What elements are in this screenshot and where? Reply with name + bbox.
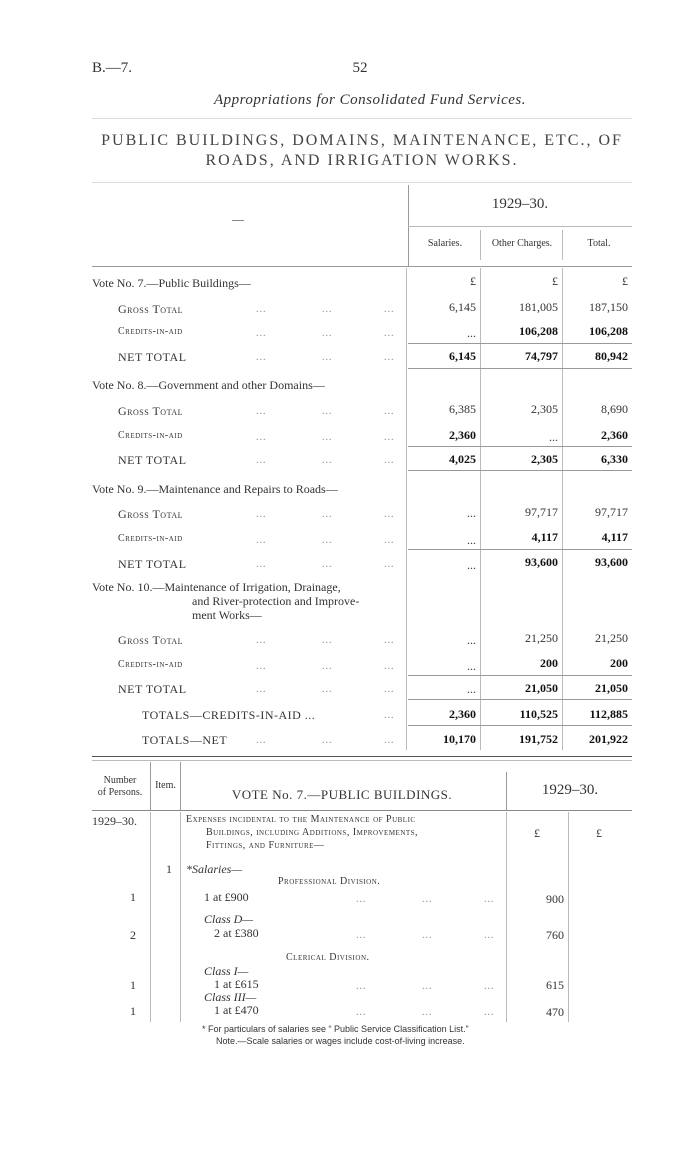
row-4-amount: 470	[546, 1005, 564, 1019]
leader-dots: ...	[384, 635, 395, 646]
row-4-text: 1 at £470	[214, 1003, 259, 1017]
vote-10-title-line-2: and River-protection and Improve-	[192, 594, 360, 608]
class-i-label: Class I—	[204, 964, 249, 978]
vote-7-title: Vote No. 7.—Public Buildings—	[92, 276, 251, 290]
class-iii-label: Class III—	[204, 990, 257, 1004]
leader-dots: ...	[256, 509, 267, 520]
empty-heading-dash: —	[232, 212, 244, 226]
leader-dots: ...	[384, 735, 395, 746]
vote-8-net-total: 6,330	[601, 452, 628, 466]
row-2-persons: 2	[130, 928, 136, 942]
row-4-persons: 1	[130, 1004, 136, 1018]
col-salaries: Salaries.	[427, 238, 463, 249]
professional-division: Professional Division.	[278, 876, 381, 887]
vote-7-credits-salaries: ...	[467, 326, 476, 340]
leader-dots: ...	[322, 328, 333, 339]
vote-9-net-salaries: ...	[467, 558, 476, 572]
leader-dots: ...	[256, 352, 267, 363]
totals-credits-other: 110,525	[519, 707, 558, 721]
leader-dots: ...	[384, 406, 395, 417]
vote-10-credits-other: 200	[540, 656, 558, 670]
leader-dots: ...	[322, 406, 333, 417]
leader-dots: ...	[322, 352, 333, 363]
leader-dots: ...	[384, 432, 395, 443]
leader-dots: ...	[256, 406, 267, 417]
leader-dots: ...	[384, 352, 395, 363]
document-reference: B.—7.	[92, 60, 133, 76]
leader-dots: ...	[322, 509, 333, 520]
leader-dots: ...	[384, 328, 395, 339]
expenses-line-3: Fittings, and Furniture—	[206, 840, 325, 851]
vote-9-gross-label: Gross Total	[118, 507, 183, 521]
totals-credits-label: TOTALS—CREDITS-IN-AID ...	[142, 708, 316, 722]
leader-dots: ...	[422, 930, 433, 941]
vote-10-credits-salaries: ...	[467, 659, 476, 673]
vote-10-gross-salaries: ...	[467, 633, 476, 647]
vote-7-net-total: 80,942	[595, 349, 628, 363]
leader-dots: ...	[322, 432, 333, 443]
vote-7-gross-salaries: 6,145	[449, 300, 476, 314]
leader-dots: ...	[384, 684, 395, 695]
totals-net-total: 201,922	[589, 732, 628, 746]
expenses-line-2: Buildings, including Additions, Improvements,	[206, 827, 419, 838]
leader-dots: ...	[384, 535, 395, 546]
totals-credits-total: 112,885	[589, 707, 628, 721]
row-1-text: 1 at £900	[204, 890, 249, 904]
vote-10-credits-total: 200	[610, 656, 628, 670]
leader-dots: ...	[422, 894, 433, 905]
vote-8-net-label: NET TOTAL	[118, 453, 187, 467]
vote-9-net-total: 93,600	[595, 555, 628, 569]
col-total: Total.	[587, 238, 611, 249]
vote-9-title: Vote No. 9.—Maintenance and Repairs to Roads—	[92, 482, 338, 496]
detail-currency-1: £	[534, 826, 540, 840]
leader-dots: ...	[422, 1007, 433, 1018]
leader-dots: ...	[256, 559, 267, 570]
vote-10-gross-label: Gross Total	[118, 633, 183, 647]
vote-9-gross-other: 97,717	[525, 505, 558, 519]
leader-dots: ...	[484, 981, 495, 992]
row-2-text: 2 at £380	[214, 926, 259, 940]
vote-9-credits-other: 4,117	[531, 530, 558, 544]
vote-9-net-label: NET TOTAL	[118, 557, 187, 571]
detail-currency-2: £	[596, 826, 602, 840]
vote-8-gross-salaries: 6,385	[449, 402, 476, 416]
leader-dots: ...	[256, 735, 267, 746]
col-number-line-1: Number	[103, 775, 137, 786]
vote-8-net-other: 2,305	[531, 452, 558, 466]
leader-dots: ...	[384, 509, 395, 520]
vote-8-net-salaries: 4,025	[449, 452, 476, 466]
leader-dots: ...	[384, 304, 395, 315]
vote-8-credits-label: Credits-in-aid	[118, 430, 183, 441]
vote-8-gross-label: Gross Total	[118, 404, 183, 418]
vote-10-net-total: 21,050	[595, 681, 628, 695]
leader-dots: ...	[322, 455, 333, 466]
vote-10-net-salaries: ...	[467, 682, 476, 696]
class-d-label: Class D—	[204, 912, 254, 926]
leader-dots: ...	[484, 1007, 495, 1018]
vote-7-gross-total: 187,150	[589, 300, 628, 314]
vote-8-gross-other: 2,305	[531, 402, 558, 416]
page-number: 52	[352, 60, 368, 76]
vote-10-title-line-1: Vote No. 10.—Maintenance of Irrigation, Drainage,	[92, 580, 341, 594]
row-3-amount: 615	[546, 978, 564, 992]
leader-dots: ...	[256, 304, 267, 315]
leader-dots: ...	[356, 930, 367, 941]
vote-10-net-label: NET TOTAL	[118, 682, 187, 696]
vote-7-credits-other: 106,208	[519, 324, 558, 338]
vote-8-title: Vote No. 8.—Government and other Domains—	[92, 378, 325, 392]
totals-net-salaries: 10,170	[443, 732, 476, 746]
item-number: 1	[166, 862, 172, 876]
row-1-amount: 900	[546, 892, 564, 906]
leader-dots: ...	[256, 535, 267, 546]
leader-dots: ...	[384, 455, 395, 466]
leader-dots: ...	[256, 455, 267, 466]
vote-7-gross-other: 181,005	[519, 300, 558, 314]
vote-10-gross-total: 21,250	[595, 631, 628, 645]
clerical-division: Clerical Division.	[286, 952, 370, 963]
leader-dots: ...	[256, 661, 267, 672]
vote-9-gross-salaries: ...	[467, 506, 476, 520]
footnote-2: Note.—Scale salaries or wages include cost-of-living increase.	[216, 1036, 465, 1046]
vote-7-credits-label: Credits-in-aid	[118, 326, 183, 337]
leader-dots: ...	[356, 981, 367, 992]
col-number-line-2: of Persons.	[97, 787, 143, 798]
leader-dots: ...	[484, 894, 495, 905]
row-2-amount: 760	[546, 928, 564, 942]
running-title: Appropriations for Consolidated Fund Services.	[213, 92, 526, 108]
vote-10-title-line-3: ment Works—	[192, 608, 262, 622]
leader-dots: ...	[422, 981, 433, 992]
leader-dots: ...	[356, 1007, 367, 1018]
vote-8-credits-total: 2,360	[601, 428, 628, 442]
leader-dots: ...	[384, 710, 395, 721]
section-title-line-2: ROADS, AND IRRIGATION WORKS.	[205, 152, 519, 169]
leader-dots: ...	[384, 661, 395, 672]
leader-dots: ...	[322, 559, 333, 570]
leader-dots: ...	[484, 930, 495, 941]
summary-year: 1929–30.	[491, 196, 549, 212]
leader-dots: ...	[256, 328, 267, 339]
leader-dots: ...	[356, 894, 367, 905]
leader-dots: ...	[256, 432, 267, 443]
vote-7-gross-label: Gross Total	[118, 302, 183, 316]
vote-7-credits-total: 106,208	[589, 324, 628, 338]
currency-total: £	[622, 274, 628, 288]
vote-7-net-salaries: 6,145	[449, 349, 476, 363]
currency-salaries: £	[470, 274, 476, 288]
vote-7-net-label: NET TOTAL	[118, 350, 187, 364]
leader-dots: ...	[322, 684, 333, 695]
col-item: Item.	[155, 780, 176, 791]
vote-9-gross-total: 97,717	[595, 505, 628, 519]
vote-10-gross-other: 21,250	[525, 631, 558, 645]
section-title-line-1: PUBLIC BUILDINGS, DOMAINS, MAINTENANCE, ETC., OF	[101, 132, 623, 149]
col-other-charges: Other Charges.	[491, 238, 553, 249]
col-number-of-persons	[92, 775, 148, 799]
vote-9-net-other: 93,600	[525, 555, 558, 569]
vote-7-net-other: 74,797	[525, 349, 558, 363]
expenses-line-1: Expenses incidental to the Maintenance of Public	[186, 814, 416, 825]
totals-net-other: 191,752	[519, 732, 558, 746]
leader-dots: ...	[322, 735, 333, 746]
leader-dots: ...	[322, 635, 333, 646]
persons-year: 1929–30.	[92, 814, 137, 828]
currency-other: £	[552, 274, 558, 288]
leader-dots: ...	[256, 635, 267, 646]
leader-dots: ...	[322, 535, 333, 546]
detail-vote-title: VOTE No. 7.—PUBLIC BUILDINGS.	[231, 787, 453, 802]
vote-8-credits-salaries: 2,360	[449, 428, 476, 442]
row-3-persons: 1	[130, 978, 136, 992]
vote-10-net-other: 21,050	[525, 681, 558, 695]
salaries-label: *Salaries—	[186, 862, 243, 876]
footnote-1: * For particulars of salaries see “ Public Service Classification List.”	[202, 1024, 469, 1034]
row-3-text: 1 at £615	[214, 977, 259, 991]
leader-dots: ...	[256, 684, 267, 695]
vote-8-gross-total: 8,690	[601, 402, 628, 416]
vote-9-credits-salaries: ...	[467, 533, 476, 547]
row-1-persons: 1	[130, 890, 136, 904]
leader-dots: ...	[322, 304, 333, 315]
totals-credits-salaries: 2,360	[449, 707, 476, 721]
leader-dots: ...	[322, 661, 333, 672]
vote-10-credits-label: Credits-in-aid	[118, 659, 183, 670]
leader-dots: ...	[384, 559, 395, 570]
vote-9-credits-total: 4,117	[601, 530, 628, 544]
vote-9-credits-label: Credits-in-aid	[118, 533, 183, 544]
vote-8-credits-other: ...	[549, 430, 558, 444]
detail-year: 1929–30.	[541, 782, 599, 798]
totals-net-label: TOTALS—NET	[142, 733, 228, 747]
